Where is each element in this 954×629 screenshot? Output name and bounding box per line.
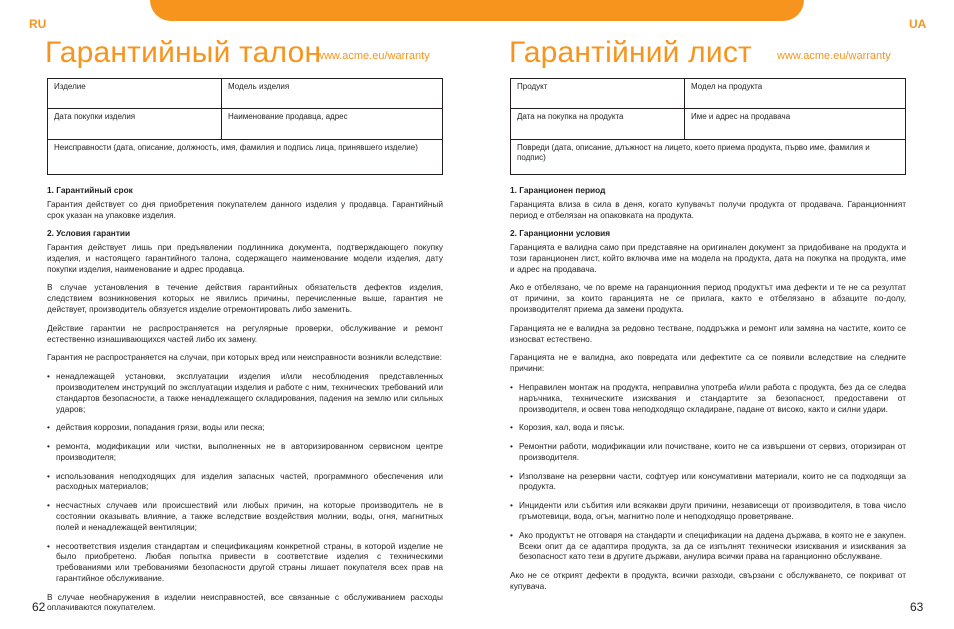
paragraph: Гаранцията не е валидна, ако повредата или дефектите са се появили вследствие на следните причини: bbox=[510, 352, 906, 374]
exclusions-list bbox=[47, 371, 443, 584]
paragraph: Действие гарантии не распространяется на регулярные проверки, обслуживание и ремонт естественно изнашивающихся частей либо их замену. bbox=[47, 322, 443, 344]
page-number-left: 62 bbox=[32, 600, 46, 614]
warranty-text-ru bbox=[47, 185, 443, 613]
list-item: • Използване на резервни части, софтуер или консумативни материали, които не са подходящи за продукта. bbox=[510, 471, 906, 493]
paragraph: Гарантия действует со дня приобретения покупателем данного изделия у продавца. Гарантийный срок указан на упаковке изделия. bbox=[47, 198, 443, 220]
list-item: • несоответствия изделия стандартам и спецификациям конкретной страны, в которой изделие не было приобретено. Любая попытка привести в соответствие изделия с техническими требованиями или требованиями безопасности другой страны лишает покупателя всех прав на гарантийное обслуживание. bbox=[47, 541, 443, 584]
page-number-right: 63 bbox=[910, 600, 924, 614]
form-cell-model: Модел на продукта bbox=[685, 79, 906, 109]
paragraph: Ако е отбелязано, че по време на гаранционния период продуктът има дефекти и те не са резултат от причини, за които гаранцията не се прилага, както е отбелязано в абзаците по-долу, производителят приема да замени продукта. bbox=[510, 282, 906, 315]
paragraph: Гаранцията не е валидна за редовно тестване, поддръжка и ремонт или замяна на частите, които се износват естествено. bbox=[510, 322, 906, 344]
paragraph: В случае необнаружения в изделии неисправностей, все связанные с обслуживанием расходы оплачиваются покупателем. bbox=[47, 591, 443, 613]
list-item: • ненадлежащей установки, эксплуатации изделия и/или несоблюдения представленных производителем инструкций по эксплуатации изделия и работе с ним, технических требований или стандартов безопасности, а также ненадлежащего складирования, падения на землю или сильных ударов; bbox=[47, 371, 443, 414]
list-item: • несчастных случаев или происшествий или любых причин, на которые производитель не в состоянии оказывать влияние, а также вследствие воздействия молнии, воды, огня, магнитных полей и ненадлежащей вентиляции; bbox=[47, 500, 443, 532]
warranty-form-table bbox=[510, 78, 906, 175]
page-title-ru: Гарантийный талон bbox=[45, 36, 322, 69]
paragraph: Гарантия не распространяется на случаи, при которых вред или неисправности возникли вследствие: bbox=[47, 352, 442, 363]
warranty-url-ru[interactable]: www.acme.eu/warranty bbox=[316, 50, 430, 62]
paragraph: Ако не се открият дефекти в продукта, всички разходи, свързани с обслужването, се покриват от купувача. bbox=[510, 570, 906, 591]
top-orange-band bbox=[150, 0, 804, 21]
paragraph: Гарантия действует лишь при предъявлении подлинника документа, подтверждающего покупку изделия, и настоящего гарантийного талона, содержащего наименование модели изделия, дату покупки изделия, наименование и адрес продавца. bbox=[47, 242, 443, 274]
language-code-ua: UA bbox=[909, 17, 927, 31]
warranty-url-ua[interactable]: www.acme.eu/warranty bbox=[777, 50, 891, 62]
exclusions-list bbox=[510, 382, 906, 562]
list-item: • использования неподходящих для изделия запасных частей, программного обеспечения или расходных материалов; bbox=[47, 471, 443, 493]
paragraph: В случае установления в течение действия гарантийных обязательств дефектов изделия, следствием возникновения которых не явились причины, перечисленные выше, гарантия не действует, производитель обязуется изделие отремонтировать либо заменить. bbox=[47, 282, 443, 315]
paragraph: Гаранцията е валидна само при представяне на оригинален документ за придобиване на продукта и този гаранционен лист, който включва име на модела на продукта, дата на покупка на продукта, име и адрес на продавача. bbox=[510, 242, 906, 274]
warranty-page-ua bbox=[510, 78, 906, 600]
list-item: • ремонта, модификации или чистки, выполненных не в авторизированном сервисном центре производителя; bbox=[47, 441, 443, 463]
paragraph: Гаранцията влиза в сила в деня, когато купувачът получи продукта от продавача. Гаранционният период е отбелязан на опаковката на продукта. bbox=[510, 198, 906, 220]
list-item: • действия коррозии, попадания грязи, воды или песка; bbox=[47, 422, 443, 433]
warranty-form-table bbox=[47, 78, 443, 175]
list-item: • Ако продуктът не отговаря на стандарти и спецификации на дадена държава, в която не е закупен. Всеки опит да се адаптира продукта, за да се изпълнят технически изисквания и изисквания за безопасност като тези в другите държави, анулира всички права на гаранционно обслужване. bbox=[510, 530, 906, 562]
list-item: • Корозия, кал, вода и пясък. bbox=[510, 422, 906, 433]
form-cell-purchase-date: Дата покупки изделия bbox=[48, 109, 222, 140]
form-cell-seller: Наименование продавца, адрес bbox=[222, 109, 443, 140]
section-heading-1: 1. Гаранционен период bbox=[510, 185, 606, 195]
form-cell-seller: Име и адрес на продавача bbox=[685, 109, 906, 140]
warranty-text-ua bbox=[510, 185, 906, 592]
form-cell-product: Продукт bbox=[511, 79, 685, 109]
section-heading-2: 2. Гаранционни условия bbox=[510, 228, 611, 239]
warranty-page-ru bbox=[47, 78, 443, 621]
list-item: • Ремонтни работи, модификации или почистване, които не са извършени от сервиз, оторизиран от производителя. bbox=[510, 441, 906, 463]
form-cell-model: Модель изделия bbox=[222, 79, 443, 109]
form-cell-purchase-date: Дата на покупка на продукта bbox=[511, 109, 685, 140]
language-code-ru: RU bbox=[29, 17, 47, 31]
list-item: • Неправилен монтаж на продукта, неправилна употреба и/или работа с продукта, без да се следва наръчника, техническите изисквания и стандартите за безопасност, предоставени от производителя, и освен това неподходящо складиране, падане от високо, както и силни удари. bbox=[510, 382, 906, 414]
form-cell-defects: Повреди (дата, описание, длъжност на лицето, което приема продукта, първо име, фамилия и подпис) bbox=[511, 140, 906, 175]
form-cell-product: Изделие bbox=[48, 79, 222, 109]
page-title-ua: Гарантійний лист bbox=[509, 36, 752, 69]
section-heading-2: 2. Условия гарантии bbox=[47, 228, 131, 239]
section-heading-1: 1. Гарантийный срок bbox=[47, 185, 133, 195]
list-item: • Инциденти или събития или всякакви други причини, независещи от производителя, в това число гръмотевици, вода, огън, магнитно поле и неподходящо проветряване. bbox=[510, 500, 906, 522]
form-cell-defects: Неисправности (дата, описание, должность, имя, фамилия и подпись лица, принявшего изделие) bbox=[48, 140, 443, 175]
